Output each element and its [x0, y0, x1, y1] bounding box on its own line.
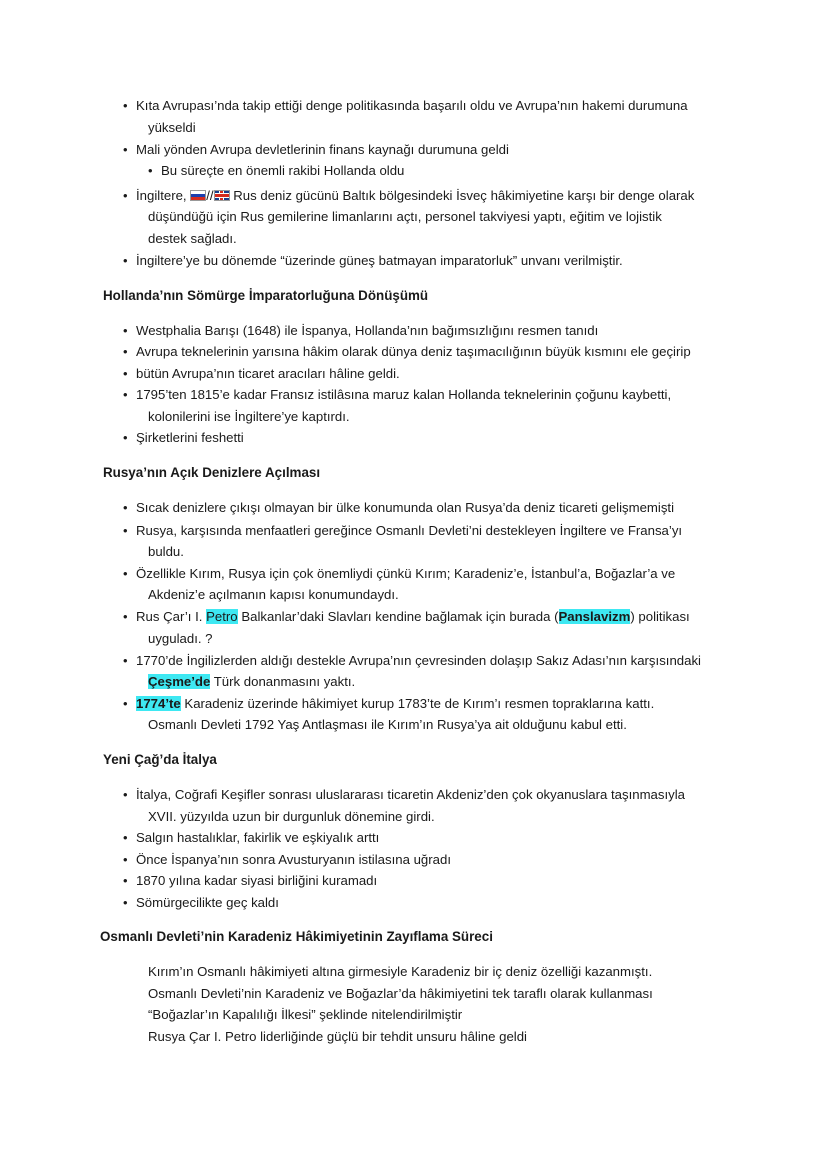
bullet: •: [123, 188, 128, 203]
text-line: Westphalia Barışı (1648) ile İspanya, Hollanda’nın bağımsızlığını resmen tanıdı: [136, 323, 599, 338]
text-line: Avrupa teknelerinin yarısına hâkim olarak dünya deniz taşımacılığının büyük kısmını ele geçirip: [136, 344, 691, 359]
text-line: [136, 695, 654, 713]
text-line: Rusya, karşısında menfaatleri gereğince Osmanlı Devleti’ni destekleyen İngiltere ve Fransa’yı: [136, 523, 683, 538]
bullet: •: [123, 852, 128, 867]
bullet: •: [123, 253, 128, 268]
text-line: kolonilerini ise İngiltere’ye kaptırdı.: [148, 409, 350, 424]
text-segment: Rus deniz gücünü Baltık bölgesindeki İsveç hâkimiyetine karşı bir denge olarak: [233, 188, 695, 203]
text-line: Önce İspanya’nın sonra Avusturyanın istilasına uğradı: [136, 852, 451, 867]
bullet: •: [123, 696, 128, 711]
text-line: buldu.: [148, 544, 184, 559]
bullet: •: [123, 566, 128, 581]
text-line: Şirketlerini feshetti: [136, 430, 244, 445]
text-line: Sömürgecilikte geç kaldı: [136, 895, 279, 910]
text-line: XVII. yüzyılda uzun bir durgunluk dönemine girdi.: [148, 809, 435, 824]
highlight-1774: 1774’te: [136, 696, 181, 711]
bullet: •: [123, 830, 128, 845]
text-line: İngiltere’ye bu dönemde “üzerinde güneş batmayan imparatorluk” unvanı verilmiştir.: [136, 253, 623, 268]
text-line: İtalya, Coğrafi Keşifler sonrası uluslararası ticaretin Akdeniz’den çok okyanuslara taşınmasıyla: [136, 787, 686, 802]
text-line: bütün Avrupa’nın ticaret aracıları hâline geldi.: [136, 366, 400, 381]
bullet: •: [123, 430, 128, 445]
text-line: uyguladı. ?: [148, 631, 213, 646]
text-line: destek sağladı.: [148, 231, 237, 246]
text-line: Mali yönden Avrupa devletlerinin finans kaynağı durumuna geldi: [136, 142, 509, 157]
section-heading: Hollanda’nın Sömürge İmparatorluğuna Dönüşümü: [103, 288, 429, 303]
bullet: •: [123, 787, 128, 802]
section-heading: Osmanlı Devleti’nin Karadeniz Hâkimiyetinin Zayıflama Süreci: [100, 929, 493, 944]
text-line: Osmanlı Devleti’nin Karadeniz ve Boğazlar’da hâkimiyetini tek taraflı olarak kullanması: [148, 986, 653, 1001]
uk-flag-icon: [214, 190, 230, 201]
text-line: Kırım’ın Osmanlı hâkimiyeti altına girmesiyle Karadeniz bir iç deniz özelliği kazanmıştı.: [148, 964, 653, 979]
text-line: 1795’ten 1815’e kadar Fransız istilâsına maruz kalan Hollanda teknelerinin çoğunu kaybetti,: [136, 387, 672, 402]
text-line: Özellikle Kırım, Rusya için çok önemliydi çünkü Kırım; Karadeniz’e, İstanbul’a, Boğazlar’a ve: [136, 566, 676, 581]
text-line: [136, 187, 694, 205]
text-segment: Türk donanmasını yaktı.: [213, 674, 356, 689]
bullet: •: [123, 387, 128, 402]
text-line: yükseldi: [148, 120, 196, 135]
russia-flag-icon: [190, 190, 206, 201]
text-line: 1870 yılına kadar siyasi birliğini kuramadı: [136, 873, 378, 888]
text-line: [148, 673, 355, 691]
text-line: [136, 608, 690, 626]
bullet: •: [123, 323, 128, 338]
highlight-petro: Petro: [206, 609, 238, 624]
text-segment: Karadeniz üzerinde hâkimiyet kurup 1783’te de Kırım’ı resmen topraklarına kattı.: [184, 696, 655, 711]
bullet: •: [123, 98, 128, 113]
highlight-cesme: Çeşme’de: [148, 674, 211, 689]
bullet: •: [123, 344, 128, 359]
bullet: •: [123, 873, 128, 888]
text-line: Osmanlı Devleti 1792 Yaş Antlaşması ile Kırım’ın Rusya’ya ait olduğunu kabul etti.: [148, 717, 627, 732]
bullet: •: [123, 523, 128, 538]
text-line: Kıta Avrupası’nda takip ettiği denge politikasında başarılı oldu ve Avrupa’nın hakemi durumuna: [136, 98, 688, 113]
text-line: “Boğazlar’ın Kapalılığı İlkesi” şeklinde nitelendirilmiştir: [148, 1007, 463, 1022]
text-line: Akdeniz’e açılmanın kapısı konumundaydı.: [148, 587, 399, 602]
sub-bullet: •: [148, 163, 153, 178]
text-line: Sıcak denizlere çıkışı olmayan bir ülke konumunda olan Rusya’da deniz ticareti gelişmemişti: [136, 500, 675, 515]
text-line: düşündüğü için Rus gemilerine limanlarını açtı, personel takviyesi yaptı, eğitim ve lojistik: [148, 209, 662, 224]
text-line: 1770’de İngilizlerden aldığı destekle Avrupa’nın çevresinden dolaşıp Sakız Adası’nın karşısındaki: [136, 653, 701, 668]
text-segment: Balkanlar’daki Slavları kendine bağlamak için burada (: [241, 609, 559, 624]
bullet: •: [123, 653, 128, 668]
text-line: Rusya Çar I. Petro liderliğinde güçlü bir tehdit unsuru hâline geldi: [148, 1029, 527, 1044]
separator: //: [206, 188, 214, 203]
bullet: •: [123, 500, 128, 515]
text-line: Salgın hastalıklar, fakirlik ve eşkiyalık arttı: [136, 830, 380, 845]
highlight-panslavizm: Panslavizm: [558, 609, 631, 624]
bullet: •: [123, 895, 128, 910]
bullet: •: [123, 142, 128, 157]
text-segment: Rus Çar’ı I.: [136, 609, 203, 624]
section-heading: Yeni Çağ’da İtalya: [103, 752, 217, 767]
bullet: •: [123, 366, 128, 381]
text-segment: ) politikası: [630, 609, 690, 624]
bullet: •: [123, 609, 128, 624]
section-heading: Rusya’nın Açık Denizlere Açılması: [103, 465, 321, 480]
text-segment: İngiltere,: [136, 188, 187, 203]
text-line: Bu süreçte en önemli rakibi Hollanda oldu: [161, 163, 405, 178]
